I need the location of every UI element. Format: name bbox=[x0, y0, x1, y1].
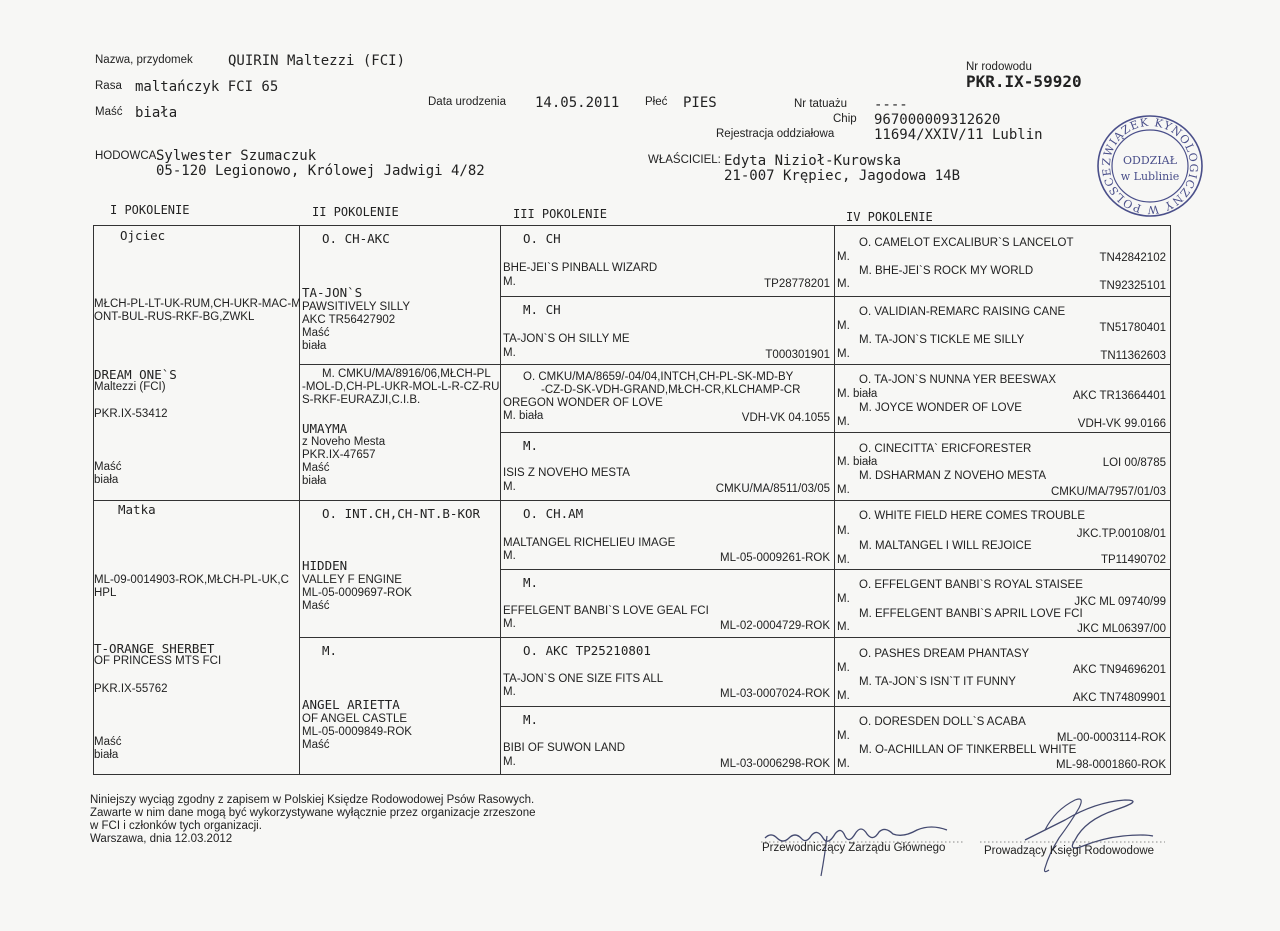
gen4-sire-color: M. bbox=[837, 525, 850, 537]
gen4-sire-color: M. biała bbox=[837, 388, 878, 400]
gen3-reg: ML-03-0007024-ROK bbox=[720, 688, 830, 700]
gen4-dam-color: M. bbox=[837, 690, 850, 702]
gen4-cell bbox=[835, 638, 1170, 706]
breeder-address: 05-120 Legionowo, Królowej Jadwigi 4/82 bbox=[156, 163, 485, 179]
gen4-sire-color: M. bbox=[837, 251, 850, 263]
gen4-dam: M. DSHARMAN Z NOVEHO MESTA bbox=[859, 470, 1046, 482]
gen3-title: O. CH.AM bbox=[523, 506, 584, 521]
gen4-sire: O. TA-JON`S NUNNA YER BEESWAX bbox=[859, 374, 1057, 386]
gen2-name: ANGEL ARIETTA bbox=[302, 697, 400, 712]
signature-label-registrar: Prowadzący Księgi Rodowodowe bbox=[984, 845, 1155, 857]
gen3-title: O. CMKU/MA/8659/-04/04,INTCH,CH-PL-SK-MD-BY bbox=[523, 371, 794, 383]
gen4-dam-color: M. bbox=[837, 554, 850, 566]
gen2-name: TA-JON`S bbox=[302, 285, 363, 300]
gen4-dam-color: M. bbox=[837, 758, 850, 770]
sire-color: biała bbox=[94, 474, 119, 486]
gen2-cell bbox=[300, 501, 500, 637]
gen4-sire-reg: JKC ML 09740/99 bbox=[1074, 596, 1166, 608]
pedigree-no-label: Nr rodowodu bbox=[966, 61, 1032, 73]
sire-name: DREAM ONE`S bbox=[94, 367, 177, 382]
gen3-cell bbox=[501, 638, 834, 706]
gen4-dam-color: M. bbox=[837, 278, 850, 290]
gen2-color: biała bbox=[302, 340, 327, 352]
gen3-name: BIBI OF SUWON LAND bbox=[503, 742, 626, 754]
gen2-cell bbox=[300, 365, 500, 500]
gen2-name2: z Noveho Mesta bbox=[302, 436, 386, 448]
footer-statement bbox=[90, 794, 536, 846]
gen3-color: M. bbox=[503, 618, 516, 630]
gen2-title: O. INT.CH,CH-NT.B-KOR bbox=[322, 506, 481, 521]
sire-color-label: Maść bbox=[94, 461, 122, 473]
breeder-name: Sylwester Szumaczuk bbox=[156, 148, 317, 164]
breed-label: Rasa bbox=[95, 80, 122, 92]
gen4-sire: O. EFFELGENT BANBI`S ROYAL STAISEE bbox=[859, 579, 1083, 591]
gen2-header: II POKOLENIE bbox=[312, 205, 399, 219]
gen4-dam: M. TA-JON`S ISN`T IT FUNNY bbox=[859, 676, 1016, 688]
owner-address: 21-007 Krępiec, Jagodowa 14B bbox=[724, 168, 961, 184]
gen2-title: M. bbox=[322, 643, 338, 658]
gen2-reg: PKR.IX-47657 bbox=[302, 449, 376, 461]
gen3-title: M. bbox=[523, 575, 539, 590]
gen1-sire-cell bbox=[94, 226, 299, 500]
dam-color-label: Maść bbox=[94, 736, 122, 748]
gen4-dam: M. TA-JON`S TICKLE ME SILLY bbox=[859, 334, 1025, 346]
sire-reg: PKR.IX-53412 bbox=[94, 408, 168, 420]
gen3-title: O. CH bbox=[523, 231, 561, 246]
owner-name: Edyta Nizioł-Kurowska bbox=[724, 153, 902, 169]
gen4-dam-reg: TN11362603 bbox=[1100, 350, 1166, 362]
gen4-cell bbox=[835, 501, 1170, 569]
gen2-reg: ML-05-0009849-ROK bbox=[302, 726, 412, 738]
gen4-sire-reg: TN51780401 bbox=[1099, 322, 1166, 334]
gen4-sire-reg: AKC TN94696201 bbox=[1072, 664, 1166, 676]
gen3-color: M. bbox=[503, 481, 516, 493]
signature-label-chairman: Przewodniczący Zarządu Głównego bbox=[762, 842, 946, 854]
gen2-title3: S-RKF-EURAZJI,C.I.B. bbox=[302, 394, 421, 406]
gen3-reg: ML-05-0009261-ROK bbox=[720, 552, 830, 564]
gen2-name2: OF ANGEL CASTLE bbox=[302, 713, 408, 725]
gen1-header: I POKOLENIE bbox=[110, 203, 190, 217]
gen3-cell bbox=[501, 707, 834, 774]
dam-color: biała bbox=[94, 749, 119, 761]
sex-value: PIES bbox=[683, 95, 717, 111]
gen2-color-label: Maść bbox=[302, 462, 330, 474]
gen3-cell bbox=[501, 433, 834, 500]
gen4-dam-reg: TP11490702 bbox=[1100, 554, 1166, 566]
gen3-title: M. bbox=[523, 438, 539, 453]
dam-titles-2: HPL bbox=[94, 587, 117, 599]
gen3-reg: ML-02-0004729-ROK bbox=[720, 620, 830, 632]
gen4-dam-reg: CMKU/MA/7957/01/03 bbox=[1050, 486, 1166, 498]
reg-value: 11694/XXIV/11 Lublin bbox=[874, 127, 1043, 143]
gen4-sire-reg: TN42842102 bbox=[1099, 252, 1166, 264]
gen4-sire-color: M. biała bbox=[837, 456, 878, 468]
pedigree-no-value: PKR.IX-59920 bbox=[966, 72, 1082, 91]
gen2-reg: AKC TR56427902 bbox=[302, 314, 396, 326]
gen3-name: OREGON WONDER OF LOVE bbox=[503, 397, 663, 409]
gen4-dam: M. MALTANGEL I WILL REJOICE bbox=[859, 540, 1032, 552]
gen4-sire: O. PASHES DREAM PHANTASY bbox=[859, 648, 1030, 660]
birth-label: Data urodzenia bbox=[428, 96, 506, 108]
gen3-title2: -CZ-D-SK-VDH-GRAND,MŁCH-CR,KLCHAMP-CR bbox=[541, 384, 801, 396]
gen3-color: M. bbox=[503, 276, 516, 288]
gen3-title: M. bbox=[523, 712, 539, 727]
gen2-cell bbox=[300, 638, 500, 774]
gen4-dam: M. BHE-JEI`S ROCK MY WORLD bbox=[859, 265, 1034, 277]
sire-role: Ojciec bbox=[120, 228, 166, 243]
gen4-cell bbox=[835, 226, 1170, 296]
gen2-color-label: Maść bbox=[302, 600, 330, 612]
gen4-cell bbox=[835, 433, 1170, 500]
gen4-sire: O. DORESDEN DOLL`S ACABA bbox=[859, 716, 1026, 728]
signatures-graphic bbox=[755, 790, 1185, 880]
gen2-title: M. CMKU/MA/8916/06,MŁCH-PL bbox=[322, 368, 491, 380]
gen3-cell bbox=[501, 365, 834, 432]
seal-line1: ODDZIAŁ bbox=[1123, 154, 1177, 167]
gen4-dam: M. JOYCE WONDER OF LOVE bbox=[859, 402, 1022, 414]
gen3-cell bbox=[501, 226, 834, 296]
gen4-sire-reg: ML-00-0003114-ROK bbox=[1056, 732, 1166, 744]
sire-titles-2: ONT-BUL-RUS-RKF-BG,ZWKL bbox=[94, 311, 255, 323]
gen4-dam: M. O-ACHILLAN OF TINKERBELL WHITE bbox=[859, 744, 1077, 756]
gen3-cell bbox=[501, 570, 834, 637]
chip-label: Chip bbox=[833, 113, 857, 125]
gen4-sire-color: M. bbox=[837, 593, 850, 605]
gen2-cell bbox=[300, 226, 500, 364]
gen4-dam-reg: TN92325101 bbox=[1099, 280, 1166, 292]
sire-titles-1: MŁCH-PL-LT-UK-RUM,CH-UKR-MAC-M bbox=[94, 298, 301, 310]
footer-line: w FCI i członków tych organizacji. bbox=[90, 820, 262, 832]
gen4-header: IV POKOLENIE bbox=[846, 210, 933, 224]
gen4-sire: O. CINECITTA` ERICFORESTER bbox=[859, 443, 1032, 455]
gen4-dam-color: M. bbox=[837, 348, 850, 360]
gen4-sire: O. VALIDIAN-REMARC RAISING CANE bbox=[859, 306, 1066, 318]
gen4-dam-color: M. bbox=[837, 621, 850, 633]
gen4-sire: O. WHITE FIELD HERE COMES TROUBLE bbox=[859, 510, 1085, 522]
dam-reg: PKR.IX-55762 bbox=[94, 683, 168, 695]
gen3-name: MALTANGEL RICHELIEU IMAGE bbox=[503, 537, 676, 549]
gen2-title: O. CH-AKC bbox=[322, 231, 390, 246]
gen3-reg: CMKU/MA/8511/03/05 bbox=[715, 483, 830, 495]
gen2-name: HIDDEN bbox=[302, 558, 348, 573]
gen3-name: TA-JON`S ONE SIZE FITS ALL bbox=[503, 673, 664, 685]
gen4-cell bbox=[835, 297, 1170, 364]
gen2-name2: PAWSITIVELY SILLY bbox=[302, 301, 411, 313]
gen2-color-label: Maść bbox=[302, 327, 330, 339]
gen2-name: UMAYMA bbox=[302, 421, 348, 436]
gen4-sire: O. CAMELOT EXCALIBUR`S LANCELOT bbox=[859, 237, 1074, 249]
dog-name: QUIRIN Maltezzi (FCI) bbox=[228, 53, 406, 69]
gen4-sire-reg: LOI 00/8785 bbox=[1102, 457, 1166, 469]
gen3-color: M. bbox=[503, 756, 516, 768]
dam-name: T-ORANGE SHERBET bbox=[94, 641, 215, 656]
dam-titles-1: ML-09-0014903-ROK,MŁCH-PL-UK,C bbox=[94, 574, 289, 586]
gen3-title: O. AKC TP25210801 bbox=[523, 643, 651, 658]
footer-line: Zawarte w nim dane mogą być wykorzystywane wyłącznie przez organizacje zrzeszone bbox=[90, 807, 536, 819]
color-label: Maść bbox=[95, 106, 123, 118]
birth-value: 14.05.2011 bbox=[535, 95, 620, 111]
kennel-club-seal bbox=[1090, 108, 1210, 223]
gen4-sire-reg: JKC.TP.00108/01 bbox=[1076, 528, 1166, 540]
tattoo-value: ---- bbox=[874, 97, 908, 113]
gen4-sire-color: M. bbox=[837, 320, 850, 332]
gen3-color: M. bbox=[503, 347, 516, 359]
gen3-reg: ML-03-0006298-ROK bbox=[720, 758, 830, 770]
gen3-color: M. bbox=[503, 550, 516, 562]
gen2-color-label: Maść bbox=[302, 739, 330, 751]
gen3-reg: VDH-VK 04.1055 bbox=[741, 412, 830, 424]
gen4-sire-color: M. bbox=[837, 662, 850, 674]
gen3-name: ISIS Z NOVEHO MESTA bbox=[503, 467, 630, 479]
reg-label: Rejestracja oddziałowa bbox=[716, 128, 835, 140]
gen4-dam: M. EFFELGENT BANBI`S APRIL LOVE FCI bbox=[859, 608, 1083, 620]
gen1-dam-cell bbox=[94, 500, 299, 774]
gen3-reg: TP28778201 bbox=[764, 278, 830, 290]
footer-line: Niniejszy wyciąg zgodny z zapisem w Polskiej Księdze Rodowodowej Psów Rasowych. bbox=[90, 794, 535, 806]
gen3-cell bbox=[501, 501, 834, 569]
gen4-cell bbox=[835, 707, 1170, 774]
gen3-name: BHE-JEI`S PINBALL WIZARD bbox=[503, 262, 658, 274]
gen3-header: III POKOLENIE bbox=[513, 207, 607, 221]
gen2-reg: ML-05-0009697-ROK bbox=[302, 587, 412, 599]
breeder-label: HODOWCA: bbox=[95, 150, 160, 162]
color-value: biała bbox=[135, 105, 178, 121]
gen4-cell bbox=[835, 365, 1170, 432]
dam-role: Matka bbox=[118, 502, 156, 517]
gen3-color: M. bbox=[503, 686, 516, 698]
gen4-dam-reg: ML-98-0001860-ROK bbox=[1056, 759, 1166, 771]
sire-name2: Maltezzi (FCI) bbox=[94, 381, 166, 393]
breed-value: maltańczyk FCI 65 bbox=[135, 79, 279, 95]
seal-line2: w Lublinie bbox=[1120, 170, 1180, 183]
gen2-name2: VALLEY F ENGINE bbox=[302, 574, 402, 586]
gen4-sire-color: M. bbox=[837, 730, 850, 742]
gen4-cell bbox=[835, 570, 1170, 637]
owner-label: WŁAŚCICIEL: bbox=[648, 154, 721, 166]
gen4-dam-color: M. bbox=[837, 416, 850, 428]
name-label: Nazwa, przydomek bbox=[95, 54, 193, 66]
gen2-color: biała bbox=[302, 475, 327, 487]
gen3-reg: T000301901 bbox=[765, 349, 830, 361]
gen2-title2: -MOL-D,CH-PL-UKR-MOL-L-R-CZ-RU bbox=[302, 381, 500, 393]
gen4-sire-reg: AKC TR13664401 bbox=[1072, 390, 1166, 402]
gen4-dam-reg: AKC TN74809901 bbox=[1072, 692, 1166, 704]
gen3-name: TA-JON`S OH SILLY ME bbox=[503, 333, 630, 345]
gen3-color: M. biała bbox=[503, 410, 544, 422]
tattoo-label: Nr tatuażu bbox=[794, 98, 848, 110]
seal-ring-text: ZWIĄZEK KYNOLOGICZNY W POLSCE bbox=[1099, 115, 1201, 217]
gen3-name: EFFELGENT BANBI`S LOVE GEAL FCI bbox=[503, 605, 709, 617]
gen4-dam-reg: VDH-VK 99.0166 bbox=[1077, 418, 1166, 430]
dam-name2: OF PRINCESS MTS FCI bbox=[94, 655, 222, 667]
chip-value: 967000009312620 bbox=[874, 112, 1001, 128]
sex-label: Płeć bbox=[645, 96, 668, 108]
gen4-dam-color: M. bbox=[837, 484, 850, 496]
gen3-title: M. CH bbox=[523, 302, 561, 317]
footer-date: Warszawa, dnia 12.03.2012 bbox=[90, 833, 233, 845]
gen4-dam-reg: JKC ML06397/00 bbox=[1077, 623, 1166, 635]
pedigree-table bbox=[93, 225, 1171, 775]
